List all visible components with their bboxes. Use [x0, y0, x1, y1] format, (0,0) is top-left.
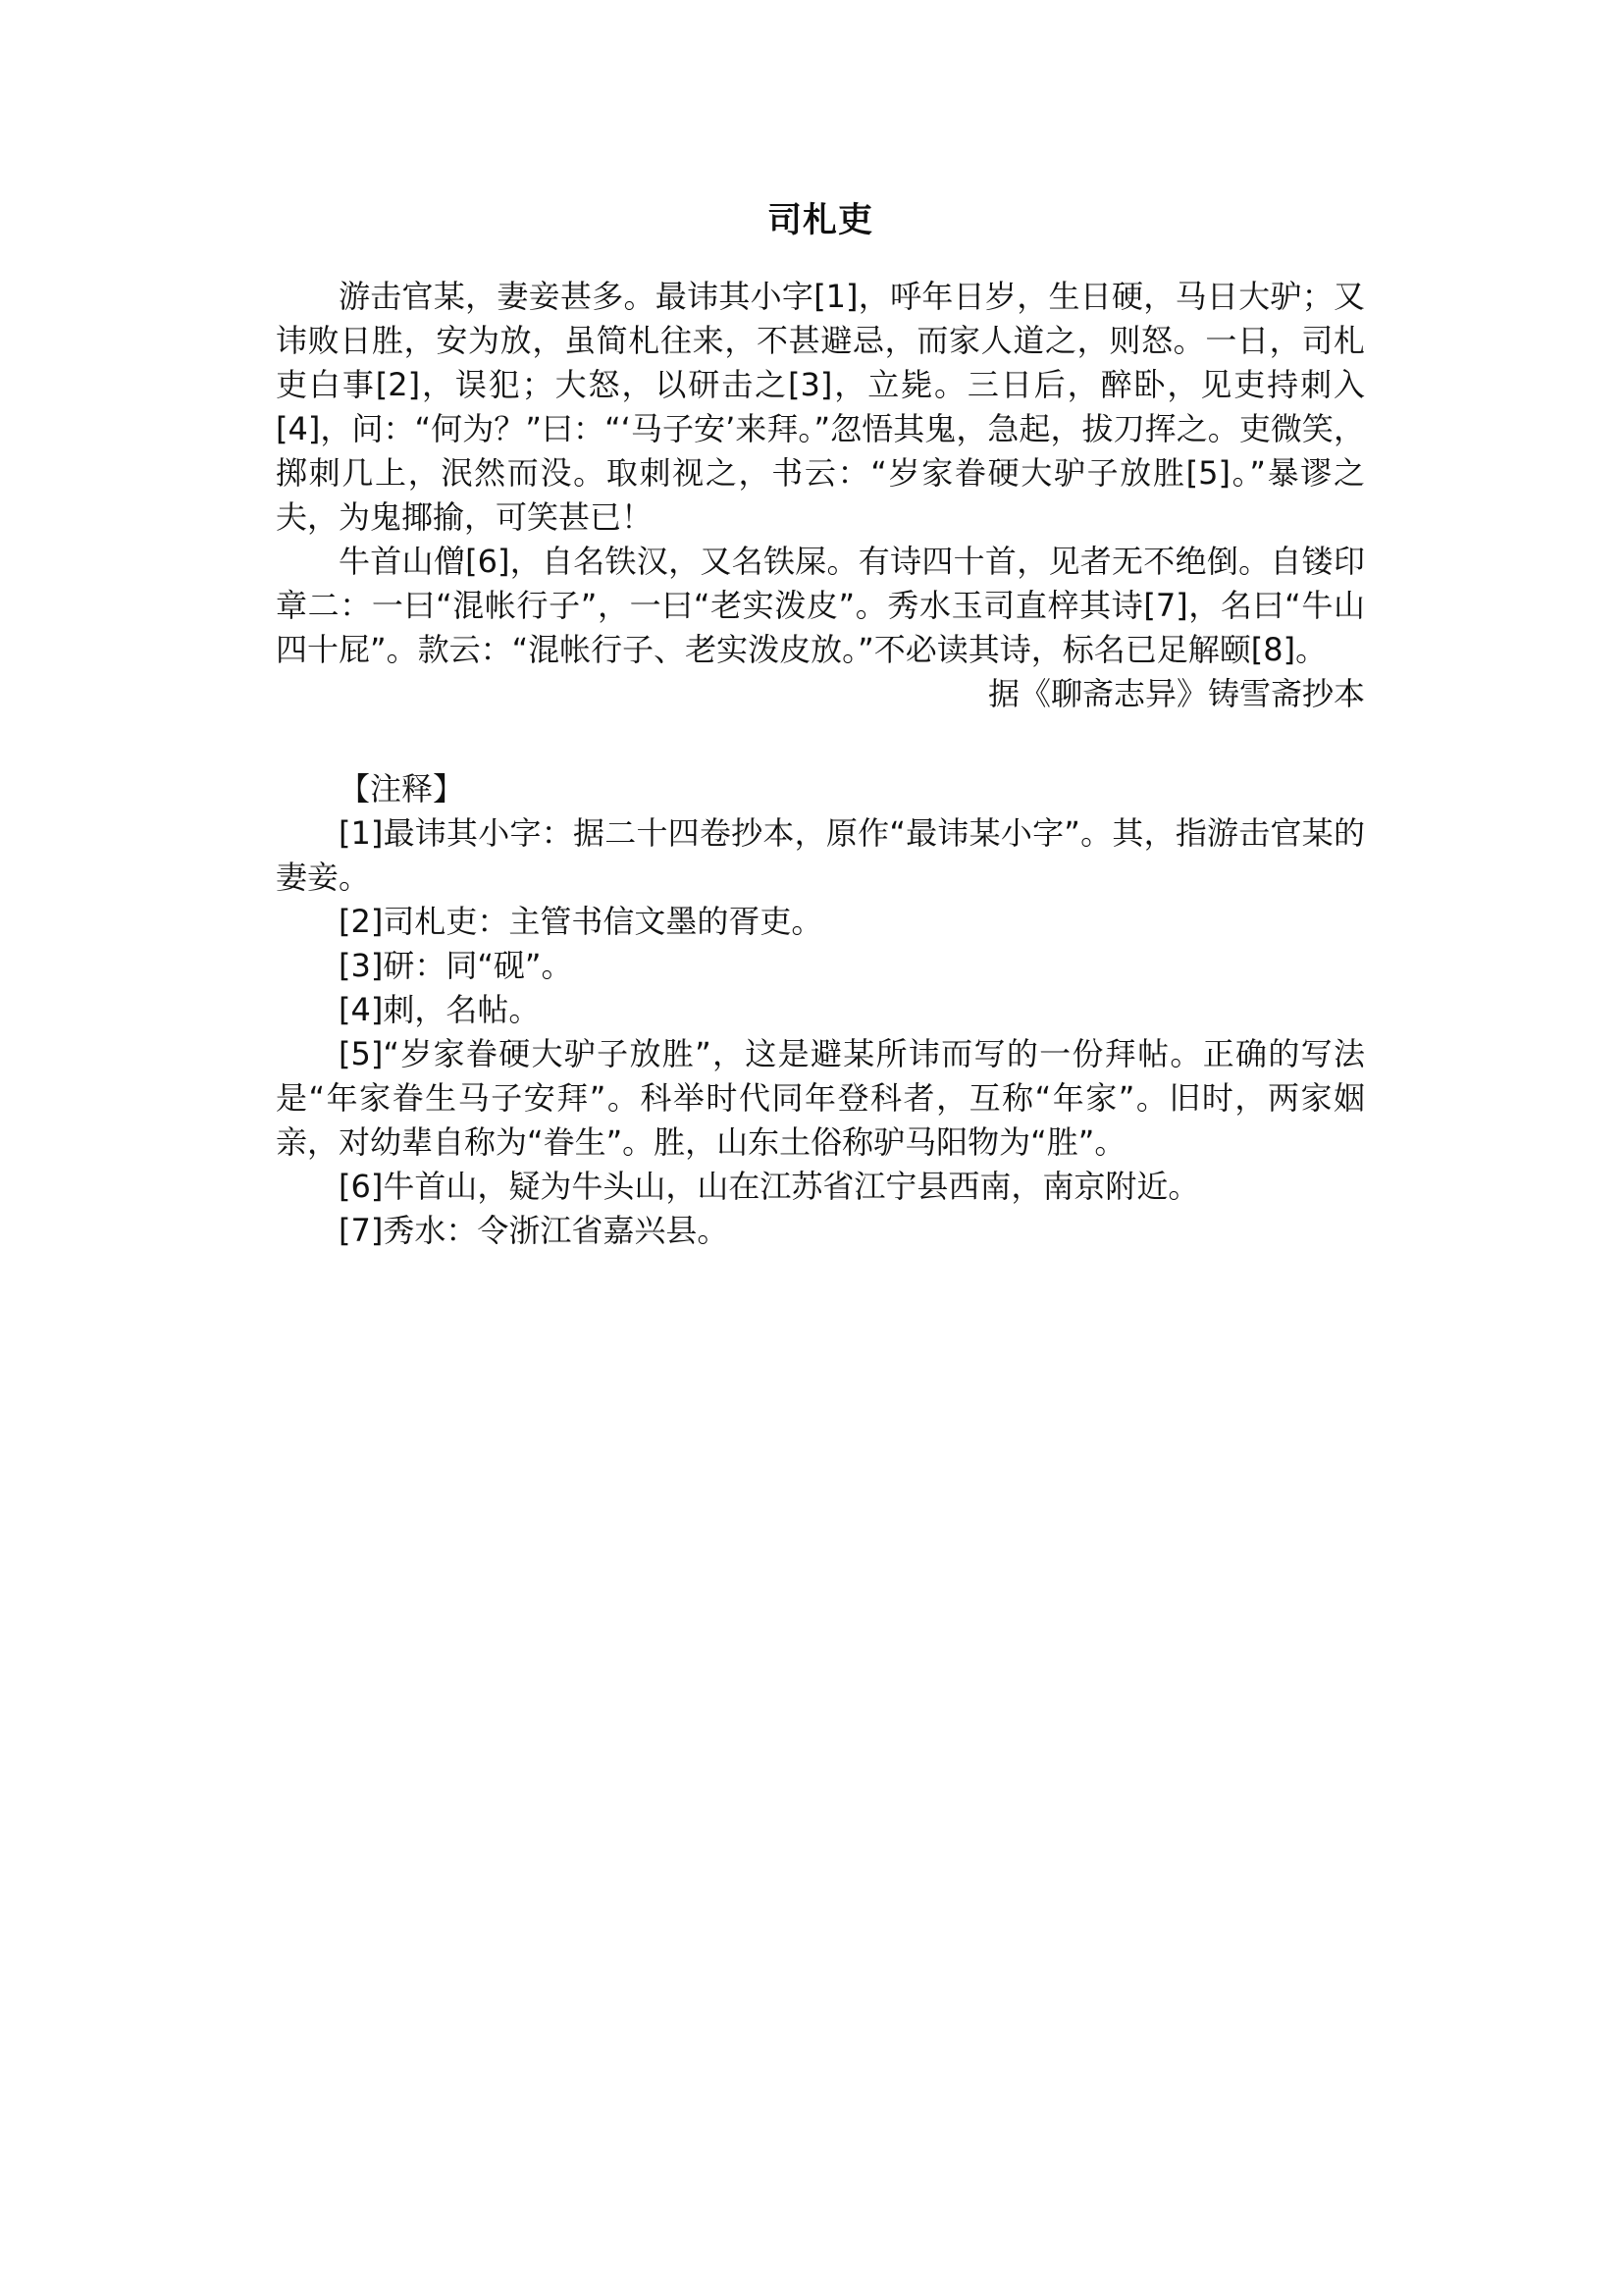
note-item-5: [5]“岁家眷硬大驴子放胜”，这是避某所讳而写的一份拜帖。正确的写法是“年家眷生马子安拜”。科举时代同年登科者，互称“年家”。旧时，两家姻亲，对幼辈自称为“眷生”。胜，山东土俗称驴马阳物为“胜”。	[276, 1035, 1365, 1161]
notes-section	[276, 767, 1365, 1253]
note-item-1: [1]最讳其小字：据二十四卷抄本，原作“最讳某小字”。其，指游击官某的妻妾。	[276, 814, 1365, 896]
note-item-3: [3]研：同“砚”。	[339, 947, 573, 984]
story-paragraph-2: 牛首山僧[6]，自名铁汉，又名铁屎。有诗四十首，见者无不绝倒。自镂印章二：一曰“混帐行子”，一曰“老实泼皮”。秀水玉司直梓其诗[7]，名曰“牛山四十屁”。款云：“混帐行子、老实泼皮放。”不必读其诗，标名已足解颐[8]。	[276, 543, 1365, 668]
notes-heading: 【注释】	[339, 770, 465, 808]
note-item-7: [7]秀水：令浙江省嘉兴县。	[339, 1212, 729, 1249]
source-citation: 据《聊斋志异》铸雪斋抄本	[987, 675, 1365, 712]
note-item-4: [4]刺，名帖。	[339, 991, 541, 1028]
document-title: 司札吏	[766, 201, 873, 240]
note-item-2: [2]司札吏：主管书信文墨的胥吏。	[339, 903, 823, 940]
story-paragraph-1: 游击官某，妻妾甚多。最讳其小字[1]，呼年日岁，生日硬，马日大驴；又讳败日胜，安为放，虽简札往来，不甚避忌，而家人道之，则怒。一日，司札吏白事[2]，误犯；大怒，以研击之[3]，立毙。三日后，醉卧，见吏持刺入[4]，问：“何为？”曰：“‘马子安’来拜。”忽悟其鬼，急起，拔刀挥之。吏微笑，掷刺几上，泯然而没。取刺视之，书云：“岁家眷硬大驴子放胜[5]。”暴谬之夫，为鬼揶揄，可笑甚已！	[276, 278, 1365, 536]
document-page	[276, 196, 1365, 1253]
note-item-6: [6]牛首山，疑为牛头山，山在江苏省江宁县西南，南京附近。	[339, 1168, 1200, 1205]
